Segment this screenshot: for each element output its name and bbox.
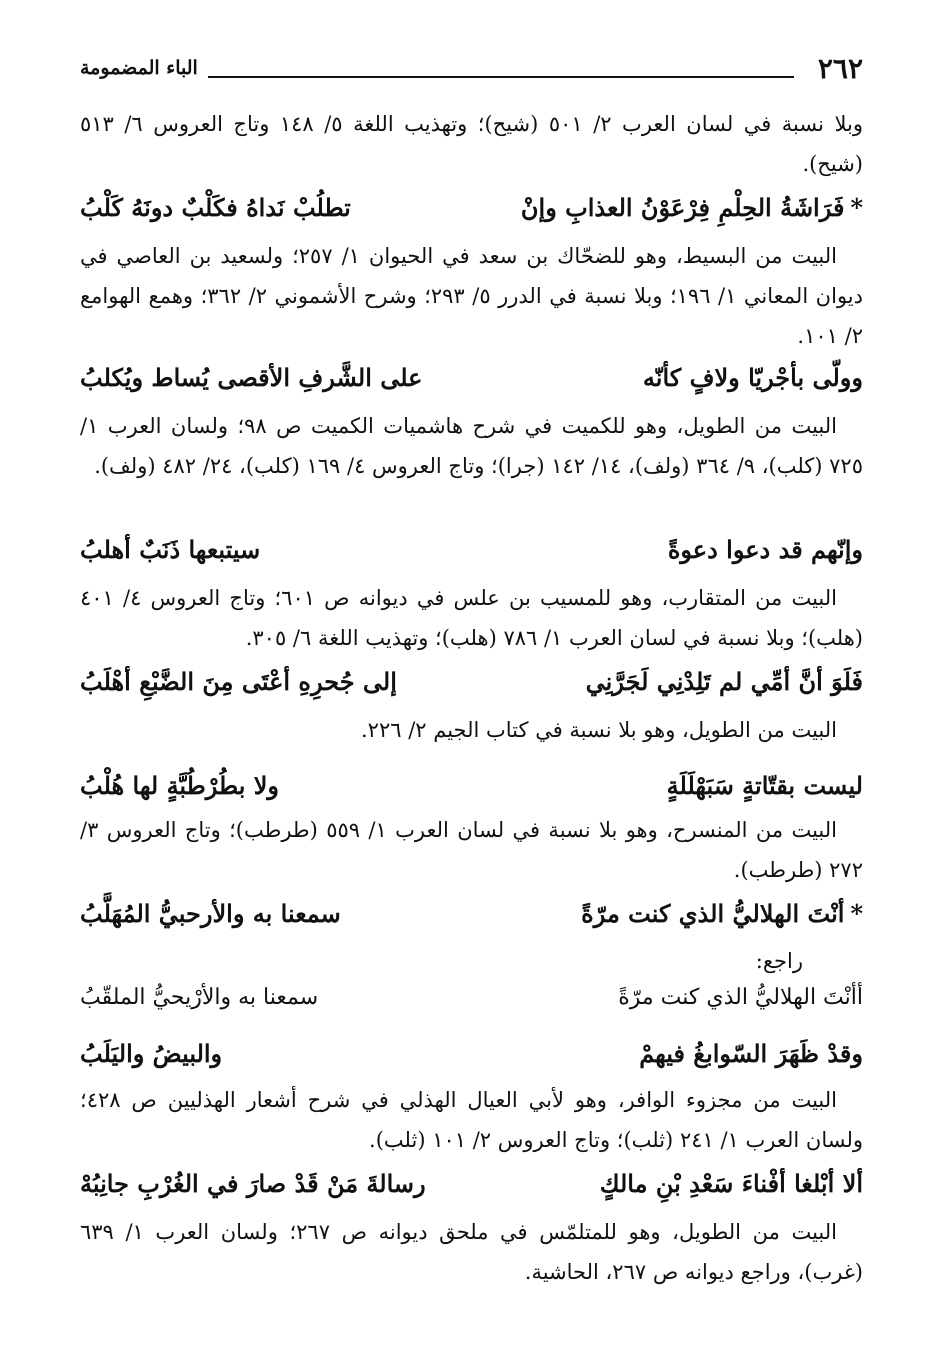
reference-hemistich-1: أأنْتَ الهلاليُّ الذي كنت مرّةً — [618, 985, 863, 1010]
verse-2-hemistich-2: على الشَّرفِ الأقصى يُساط ويُكلبُ — [80, 363, 423, 392]
verse-8-hemistich-1: ألا أبْلغا أفْناءَ سَعْدِ بْنِ مالكٍ — [599, 1169, 863, 1198]
verse-8-hemistich-2: رسالةَ مَنْ قَدْ صارَ في الغُرْبِ جانِبُهْ — [80, 1169, 426, 1198]
verse-4-note: البيت من الطويل، وهو بلا نسبة في كتاب الجيم ٢/ ٢٢٦. — [360, 718, 837, 742]
verse-7-note: البيت من مجزوء الوافر، وهو لأبي العيال الهذلي في شرح أشعار الهذليين ص ٤٢٨؛ ولسان العرب ١/ ٢٤١ (ثلب)؛ وتاج العروس ٢/ ١٠١ (ثلب). — [80, 1088, 863, 1152]
verse-8-note: البيت من الطويل، وهو للمتلمّس في ملحق ديوانه ص ٢٦٧؛ ولسان العرب ١/ ٦٣٩ (غرب)، وراجع ديوانه ص ٢٦٧، الحاشية. — [80, 1220, 863, 1284]
verse-7-hemistich-1: وقدْ ظَهَرَ السّوابغُ فيهمْ — [639, 1039, 863, 1068]
verse-3-hemistich-2: سيتبعها ذَنَبٌ أهلبُ — [80, 535, 261, 564]
verse-6-hemistich-2: سمعنا به والأرحبيُّ المُهَلَّبُ — [80, 899, 341, 928]
refer-label: راجع: — [755, 949, 803, 973]
verse-7 — [80, 1032, 863, 1076]
page-header — [80, 48, 863, 88]
verse-5-note: البيت من المنسرح، وهو بلا نسبة في لسان العرب ١/ ٥٥٩ (طرطب)؛ وتاج العروس ٣/ ٢٧٢ (طرطب). — [80, 818, 863, 882]
verse-5 — [80, 764, 863, 808]
continuation-note: وبلا نسبة في لسان العرب ٢/ ٥٠١ (شيح)؛ وتهذيب اللغة ٥/ ١٤٨ وتاج العروس ٦/ ٥١٣ (شيح). — [80, 112, 863, 176]
asterisk-marker: * — [850, 899, 863, 928]
verse-4-hemistich-2: إلى جُحرِهِ أعْتَى مِنَ الضَّبْعِ أهْلَبُ — [80, 667, 397, 696]
verse-1 — [80, 186, 863, 230]
verse-7-hemistich-2: والبيضُ واليَلَبُ — [80, 1039, 223, 1068]
verse-8 — [80, 1162, 863, 1206]
verse-6-hemistich-1: *أنْتَ الهلاليُّ الذي كنت مرّةً — [581, 899, 863, 928]
reference-verse — [80, 976, 863, 1020]
verse-1-note: البيت من البسيط، وهو للضحّاك بن سعد في الحيوان ١/ ٢٥٧؛ ولسعيد بن العاصي في ديوان المعاني ١/ ١٩٦؛ وبلا نسبة في الدرر ٥/ ٢٩٣؛ وشرح الأشموني ٢/ ٣٦٢؛ وهمع الهوامع ٢/ ١٠١. — [80, 244, 863, 348]
reference-hemistich-2: سمعنا به والأرْيحيُّ الملقّبُ — [80, 985, 319, 1010]
header-rule — [208, 58, 794, 78]
verse-2 — [80, 356, 863, 400]
verse-6 — [80, 892, 863, 936]
verse-5-hemistich-1: ليست بقتّاتةٍ سَبَهْلَلَةٍ — [666, 771, 863, 800]
verse-1-hemistich-1: *فَرَاشَةُ الحِلْمِ فِرْعَوْنُ العذابِ وإنْ — [520, 193, 863, 222]
verse-2-hemistich-1: وولّى بأجْريّا ولافٍ كأنّه — [642, 363, 863, 392]
verse-4-hemistich-1: فَلَوَ أنَّ أمِّي لم تَلِدْنِي لَجَرَّنِي — [585, 667, 863, 696]
asterisk-marker: * — [850, 193, 863, 222]
verse-5-hemistich-2: ولا بطُرْطُبَّةٍ لها هُلْبُ — [80, 771, 280, 800]
page-number: ٢٦٢ — [817, 51, 863, 85]
verse-2-note: البيت من الطويل، وهو للكميت في شرح هاشميات الكميت ص ٩٨؛ ولسان العرب ١/ ٧٢٥ (كلب)، ٩/ ٣٦٤ (ولف)، ١٤/ ١٤٢ (جرا)؛ وتاج العروس ٤/ ١٦٩ (كلب)، ٢٤/ ٤٨٢ (ولف). — [80, 414, 863, 478]
verse-4 — [80, 660, 863, 704]
verse-3-hemistich-1: وإنّهم قد دعوا دعوةً — [667, 535, 863, 564]
verse-3-note: البيت من المتقارب، وهو للمسيب بن علس في ديوانه ص ٦٠١؛ وتاج العروس ٤/ ٤٠١ (هلب)؛ وبلا نسبة في لسان العرب ١/ ٧٨٦ (هلب)؛ وتهذيب اللغة ٦/ ٣٠٥. — [80, 586, 863, 650]
verse-3 — [80, 528, 863, 572]
section-title: الباء المضمومة — [80, 57, 198, 79]
verse-1-hemistich-2: تطلُبْ نَداهُ فكَلْبٌ دونَهُ كَلْبُ — [80, 193, 351, 222]
